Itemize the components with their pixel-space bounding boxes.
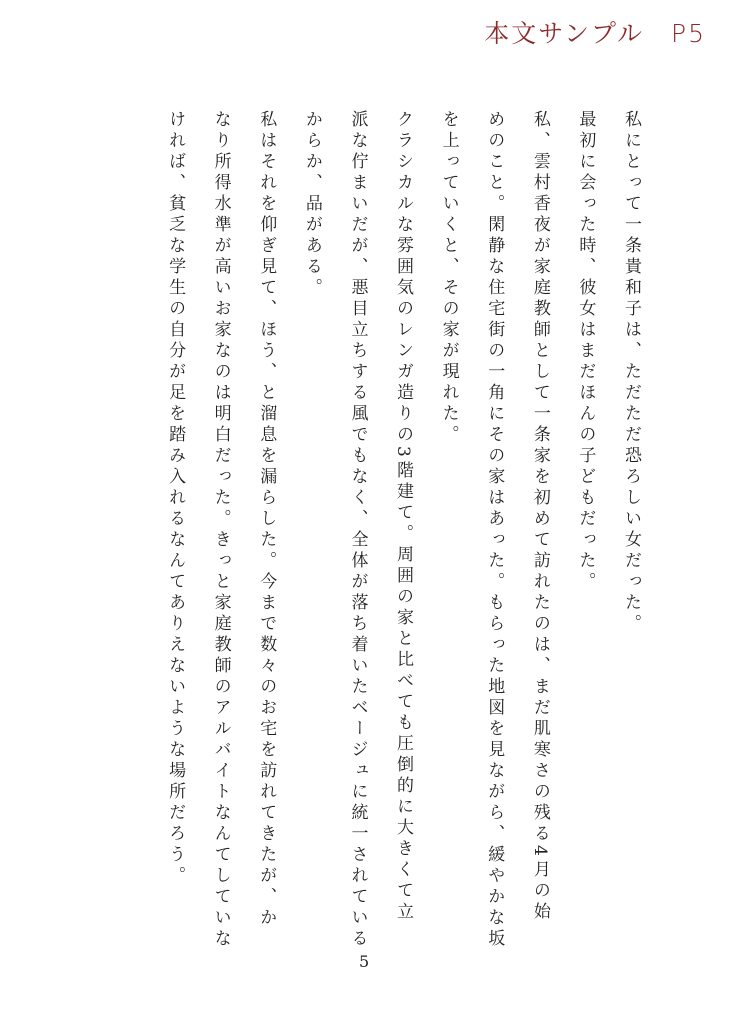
page-number: 5 — [359, 952, 370, 971]
text-line: からか、品がある。 — [301, 110, 322, 299]
text-line: めのこと。閑静な住宅街の一角にその家はあった。もらった地図を見ながら、緩やかな坂 — [484, 110, 505, 950]
text-line: なり所得水準が高いお家なのは明白だった。きっと家庭教師のアルバイトなんてしていな — [210, 110, 231, 950]
text-line: 私にとって一条貴和子は、ただただ恐ろしい女だった。 — [621, 110, 641, 635]
text-line: を上っていくと、その家が現れた。 — [438, 110, 459, 446]
text-line: 私、雲村香夜が家庭教師として一条家を初めて訪れたのは、まだ肌寒さの残る4月の始 — [529, 110, 550, 923]
text-line: 派な佇まいだが、悪目立ちする風でもなく、全体が落ち着いたベージュに統一されている — [347, 110, 368, 950]
text-line: クラシカルな雰囲気のレンガ造りの3階建て。周囲の家と比べても圧倒的に大きくて立 — [393, 110, 414, 923]
vertical-body-text — [151, 110, 653, 950]
text-line: 最初に会った時、彼女はまだほんの子どもだった。 — [575, 110, 596, 593]
text-line: ければ、貧乏な学生の自分が足を踏み入れるなんてありえないような場所だろう。 — [165, 110, 186, 887]
text-line: 私はそれを仰ぎ見て、ほう、と溜息を漏らした。今まで数々のお宅を訪れてきたが、か — [256, 110, 277, 929]
page-header-title: 本文サンプル P5 — [484, 19, 706, 48]
